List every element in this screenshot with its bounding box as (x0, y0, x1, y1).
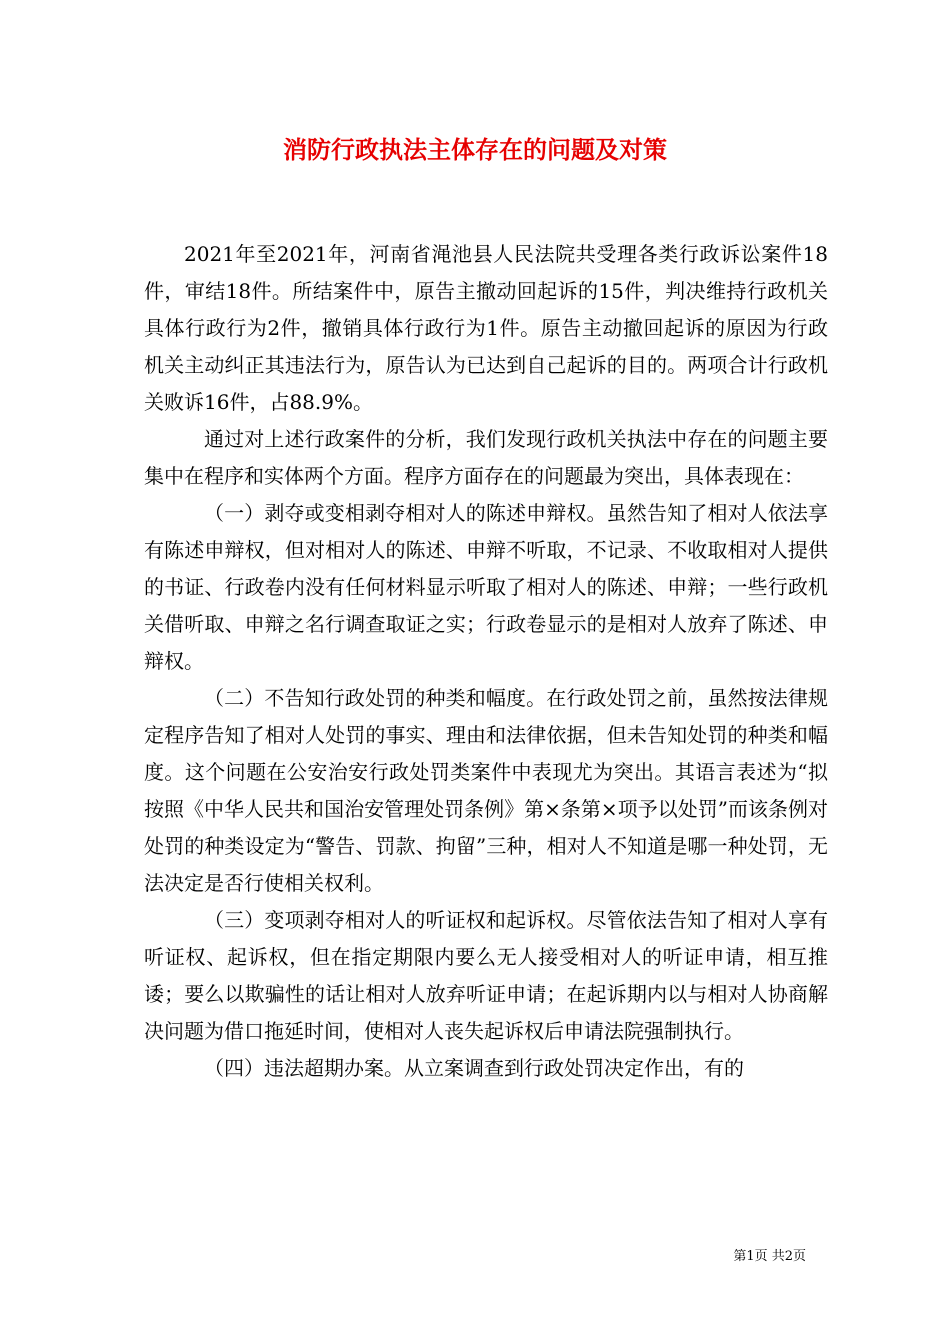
page-number-footer: 第1页 共2页 (733, 1249, 806, 1264)
paragraph-issue-4: （四）违法超期办案。从立案调查到行政处罚决定作出，有的 (204, 1056, 744, 1080)
document-body (144, 236, 828, 1087)
paragraph-case-statistics: 2021年至2021年，河南省渑池县人民法院共受理各类行政诉讼案件18件，审结18件。所结案件中，原告主撤动回起诉的15件，判决维持行政机关具体行政行为2件，撤销具体行政行为1件。原告主动撤回起诉的原因为行政机关主动纠正其违法行为，原告认为已达到自己起诉的目的。两项合计行政机关败诉16件，占88.9%。 (144, 242, 828, 414)
paragraph-issue-3: （三）变项剥夺相对人的听证权和起诉权。尽管依法告知了相对人享有听证权、起诉权，但在指定期限内要么无人接受相对人的听证申请，相互推诿；要么以欺骗性的话让相对人放弃听证申请；在起诉期内以与相对人协商解决问题为借口拖延时间，使相对人丧失起诉权后申请法院强制执行。 (144, 908, 828, 1043)
paragraph-analysis-intro: 通过对上述行政案件的分析，我们发现行政机关执法中存在的问题主要集中在程序和实体两个方面。程序方面存在的问题最为突出，具体表现在： (144, 427, 828, 488)
document-title: 消防行政执法主体存在的问题及对策 (283, 135, 667, 164)
paragraph-issue-2: （二）不告知行政处罚的种类和幅度。在行政处罚之前，虽然按法律规定程序告知了相对人处罚的事实、理由和法律依据，但未告知处罚的种类和幅度。这个问题在公安治安行政处罚类案件中表现尤为突出。其语言表述为“拟按照《中华人民共和国治安管理处罚条例》第×条第×项予以处罚”而该条例对处罚的种类设定为“警告、罚款、拘留”三种，相对人不知道是哪一种处罚，无法决定是否行使相关权利。 (144, 686, 828, 895)
paragraph-issue-1: （一）剥夺或变相剥夺相对人的陈述申辩权。虽然告知了相对人依法享有陈述申辩权，但对相对人的陈述、申辩不听取，不记录、不收取相对人提供的书证、行政卷内没有任何材料显示听取了相对人的陈述、申辩；一些行政机关借听取、申辩之名行调查取证之实；行政卷显示的是相对人放弃了陈述、申辩权。 (144, 501, 828, 673)
